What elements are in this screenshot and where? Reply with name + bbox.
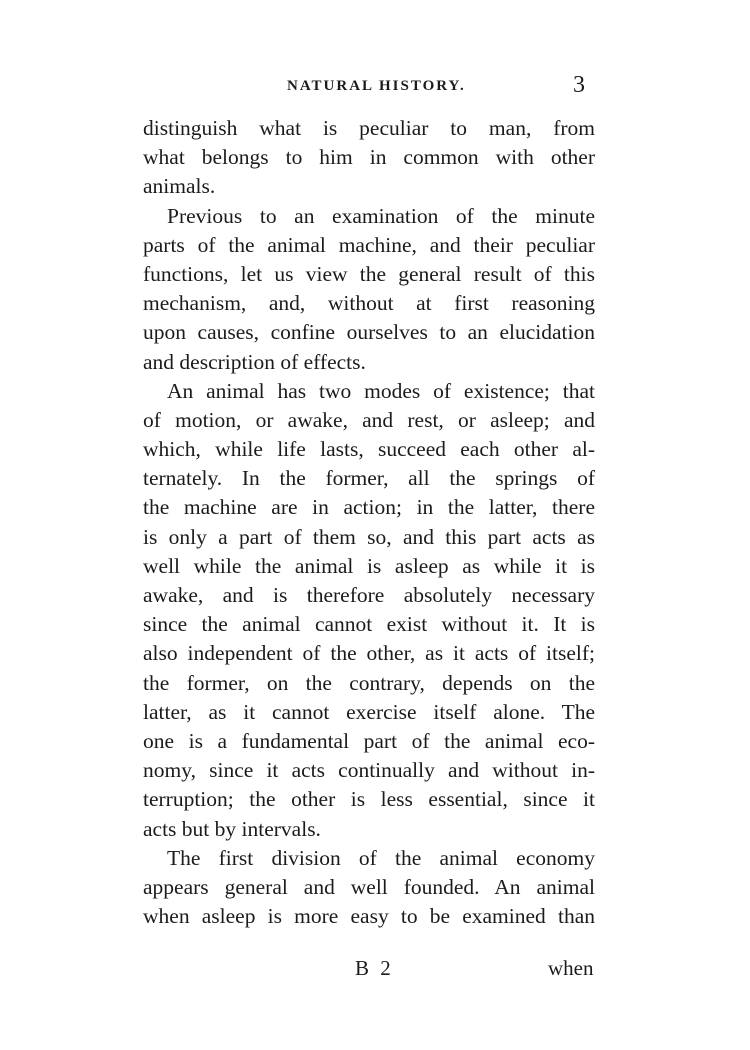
text-line: ternately. In the former, all the springs of	[143, 466, 595, 491]
text-line: one is a fundamental part of the animal eco-	[143, 728, 595, 753]
text-line: distinguish what is peculiar to man, from	[143, 116, 595, 140]
paragraph	[143, 377, 595, 844]
page-number: 3	[573, 72, 585, 98]
text-line: terruption; the other is less essential, since it	[143, 787, 595, 812]
text-line: animals.	[143, 174, 216, 199]
text-line: of motion, or awake, and rest, or asleep; and	[143, 407, 595, 432]
text-line: the machine are in action; in the latter, there	[143, 495, 595, 520]
text-line: The first division of the animal economy	[167, 845, 595, 870]
text-line: nomy, since it acts continually and without in-	[143, 758, 595, 783]
body-text	[143, 114, 595, 931]
text-line: mechanism, and, without at first reasoning	[143, 291, 595, 316]
catchword: when	[548, 956, 594, 980]
text-line: which, while life lasts, succeed each other al-	[143, 437, 595, 462]
text-line: appears general and well founded. An animal	[143, 874, 595, 899]
running-title: NATURAL HISTORY.	[287, 78, 466, 94]
text-line: what belongs to him in common with other	[143, 145, 595, 170]
paragraph	[143, 202, 595, 377]
paragraph	[143, 844, 595, 932]
signature-mark: B 2	[355, 956, 394, 980]
text-line: when asleep is more easy to be examined than	[143, 904, 595, 929]
text-line: acts but by intervals.	[143, 816, 321, 841]
text-line: awake, and is therefore absolutely necessary	[143, 583, 595, 607]
text-line: An animal has two modes of existence; that	[167, 378, 595, 403]
text-line: latter, as it cannot exercise itself alone. The	[143, 699, 595, 724]
running-head	[0, 72, 750, 100]
text-line: the former, on the contrary, depends on the	[143, 670, 595, 695]
text-line: is only a part of them so, and this part acts as	[143, 524, 595, 549]
text-line: well while the animal is asleep as while it is	[143, 553, 595, 578]
text-line: functions, let us view the general result of this	[143, 261, 595, 286]
text-line: parts of the animal machine, and their peculiar	[143, 232, 595, 257]
text-line: since the animal cannot exist without it. It is	[143, 612, 595, 637]
text-line: and description of effects.	[143, 349, 366, 374]
text-line: also independent of the other, as it acts of itself;	[143, 641, 595, 666]
text-line: upon causes, confine ourselves to an elucidation	[143, 320, 595, 345]
page-footer	[0, 956, 750, 986]
paragraph	[143, 114, 595, 202]
text-line: Previous to an examination of the minute	[167, 203, 595, 228]
